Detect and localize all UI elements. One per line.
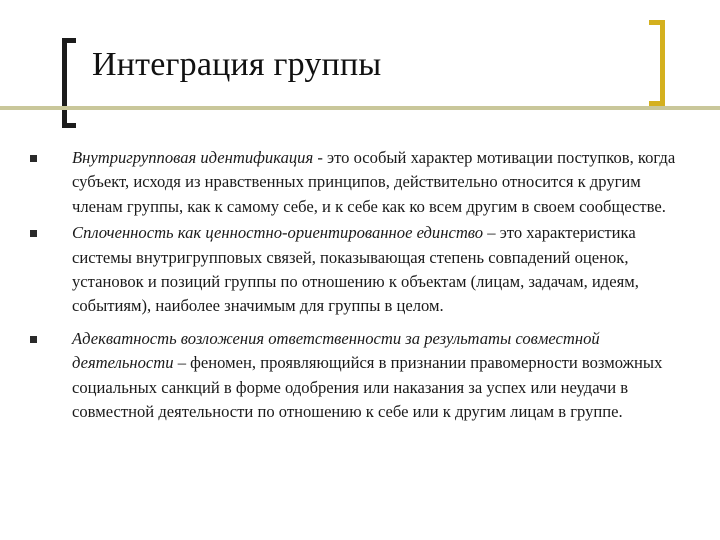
bullet-text <box>72 148 675 216</box>
bullet-term: Внутригрупповая идентификация <box>72 148 314 167</box>
slide-title: Интеграция группы <box>92 46 382 83</box>
square-bullet-icon <box>30 155 37 162</box>
bullet-definition: – феномен, проявляющийся в признании правомерности возможных социальных санкций в форме одобрения или наказания за успех или неудачи в совместной деятельности по отношению к себе или к другим лицам в группе. <box>72 353 663 422</box>
bullet-item-responsibility <box>30 327 686 425</box>
bullet-term: Сплоченность как ценностно-ориентированное единство <box>72 223 484 243</box>
bullet-definition: – это характеристика системы внутригрупповых связей, показывающая степень совпадений оценок, установок и позиций группы по отношению к объектам (лицам, задачам, идеям, событиям), наиболее значимым для группы в целом. <box>72 223 639 316</box>
bullet-item-cohesion <box>30 221 686 319</box>
bullet-list <box>30 146 686 426</box>
bullet-term: Адекватность возложения ответственности за результаты совместной деятельности <box>72 328 600 373</box>
bullet-text <box>72 223 639 315</box>
bullet-text <box>72 329 662 421</box>
title-underline-rule <box>0 106 720 110</box>
square-bullet-icon <box>30 336 37 343</box>
right-bracket-decoration <box>649 20 665 106</box>
bullet-definition: - это особый характер мотивации поступков, когда субъект, исходя из нравственных принципов, действительно относится к другим членам группы, как к самому себе, и к себе как ко всем другим в своем сообществе. <box>72 148 676 216</box>
left-bracket-decoration <box>62 38 76 128</box>
square-bullet-icon <box>30 230 37 237</box>
bullet-item-identification <box>30 146 686 219</box>
